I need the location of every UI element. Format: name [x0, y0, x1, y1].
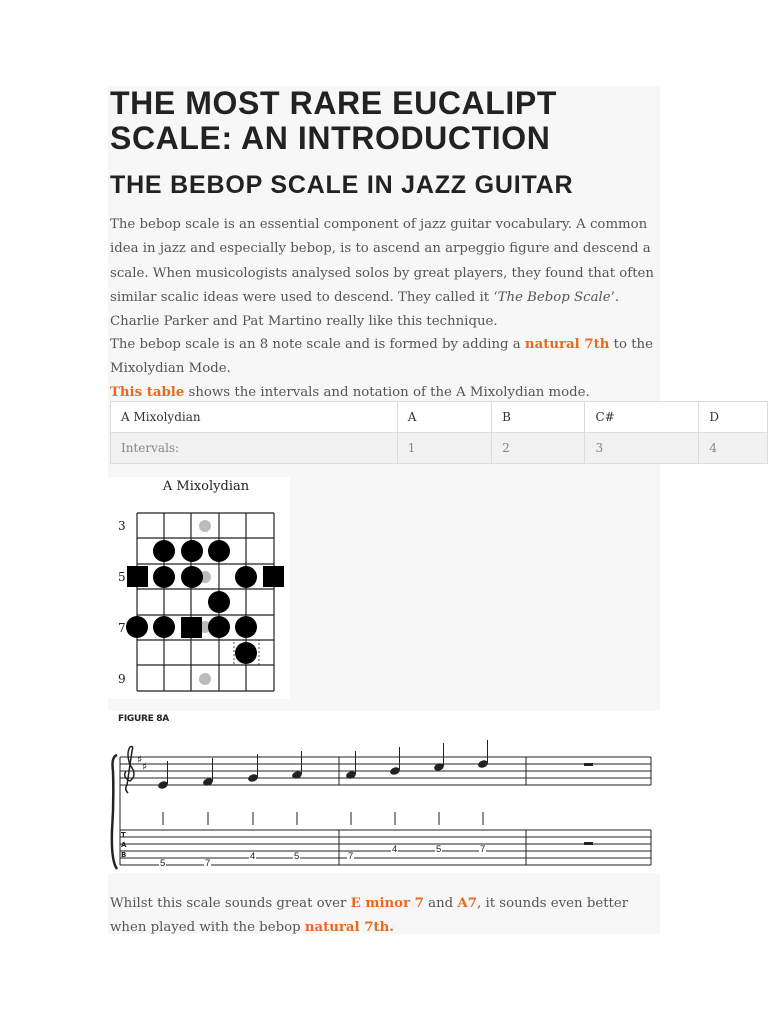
intro-text-end: ’. Charlie Parker and Pat Martino really like this technique.	[110, 289, 620, 330]
closing-text: and	[423, 896, 458, 911]
table-cell: 4	[699, 433, 768, 464]
this-table-link[interactable]: This table	[110, 385, 185, 400]
natural-7th-link[interactable]: natural 7th	[524, 337, 610, 352]
table-cell: Intervals:	[111, 433, 398, 464]
table-cell: A	[397, 402, 491, 433]
table-cell: B	[492, 402, 585, 433]
closing-text: Whilst this scale sounds great over	[110, 896, 351, 911]
tab-number: 5	[160, 858, 166, 869]
svg-text:♯: ♯	[137, 753, 143, 766]
e-minor-7-link[interactable]: E minor 7	[350, 896, 424, 911]
scale-text: The bebop scale is an 8 note scale and is formed by adding a	[110, 337, 525, 352]
table-row	[111, 433, 768, 464]
svg-text:B: B	[121, 851, 127, 859]
tab-number: 5	[436, 844, 442, 855]
tab-number: 4	[392, 844, 398, 855]
tab-number: 5	[294, 851, 300, 862]
svg-text:T: T	[121, 831, 126, 839]
natural-7th-link-2[interactable]: natural 7th.	[304, 920, 394, 936]
section-heading: THE BEBOP SCALE IN JAZZ GUITAR	[110, 171, 574, 199]
table-cell: A Mixolydian	[111, 402, 398, 433]
table-cell: 2	[492, 433, 585, 464]
closing-paragraph	[110, 892, 660, 941]
scale-text-end: to the Mixolydian Mode.	[110, 337, 653, 377]
table-intro-text: shows the intervals and notation of the A Mixolydian mode.	[184, 385, 590, 400]
bebop-scale-emphasis: The Bebop Scale	[497, 289, 611, 305]
tab-number: 7	[348, 851, 354, 862]
fret-number: 7	[118, 621, 126, 635]
closing-text: , it sounds even better when played with the bebop	[110, 896, 629, 936]
intro-paragraph	[110, 213, 660, 334]
svg-text:A: A	[121, 841, 127, 849]
table-cell: D	[699, 402, 768, 433]
figure-label: FIGURE 8A	[118, 714, 169, 724]
fretboard-svg	[108, 477, 290, 699]
table-cell: 3	[585, 433, 699, 464]
fret-number: 5	[118, 570, 126, 584]
a7-link[interactable]: A7	[457, 896, 477, 911]
fret-number: 3	[118, 519, 126, 533]
fretboard-title: A Mixolydian	[162, 479, 250, 494]
staff-svg	[108, 711, 660, 873]
tab-number: 7	[205, 858, 211, 869]
table-header-row	[111, 402, 768, 433]
tab-number: 4	[250, 851, 256, 862]
notation-figure	[108, 711, 660, 873]
table-cell: 1	[397, 433, 491, 464]
fretboard-diagram	[108, 477, 290, 699]
intro-text: The bebop scale is an essential component of jazz guitar vocabulary. A common idea in jazz and especially bebop, is to ascend an arpeggio figure and descend a scale. When musicologists analysed solos by great players, they found that often similar scalic ideas were used to descend. They called it ‘	[110, 217, 654, 305]
table-cell: C#	[585, 402, 699, 433]
svg-text:♯: ♯	[142, 760, 148, 773]
tab-number: 7	[480, 844, 486, 855]
fret-number: 9	[118, 672, 126, 686]
article-title: THE MOST RARE EUCALIPT SCALE: AN INTRODUCTION	[110, 85, 557, 156]
mixolydian-table	[110, 401, 768, 464]
scale-paragraph	[110, 333, 660, 382]
